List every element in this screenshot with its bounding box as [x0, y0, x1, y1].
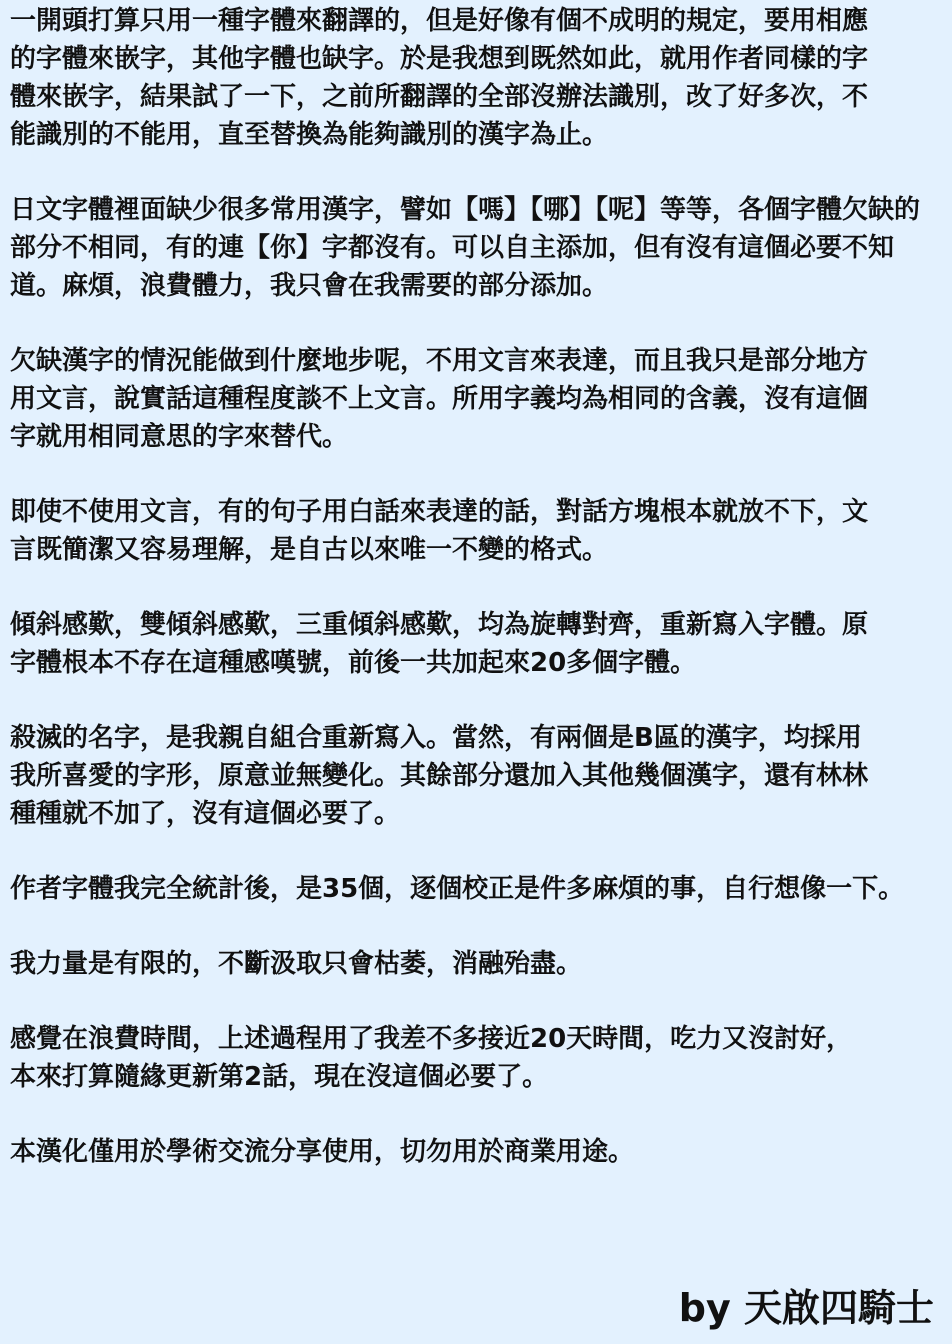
paragraph-time-spent — [10, 1020, 944, 1096]
paragraph-disclaimer — [10, 1133, 944, 1171]
text-line: 言既簡潔又容易理解，是自古以來唯一不變的格式。 — [10, 535, 609, 565]
text-line: 字體根本不存在這種感嘆號，前後一共加起來20多個字體。 — [10, 648, 697, 678]
text-line: 能識別的不能用，直至替換為能夠識別的漢字為止。 — [10, 120, 609, 150]
text-line: 本漢化僅用於學術交流分享使用，切勿用於商業用途。 — [10, 1137, 635, 1167]
text-line: 日文字體裡面缺少很多常用漢字，譬如【嗎】【哪】【呢】等等，各個字體欠缺的 — [10, 195, 921, 225]
text-line: 欠缺漢字的情況能做到什麼地步呢，不用文言來表達，而且我只是部分地方 — [10, 346, 869, 376]
paragraph-font-choice — [10, 0, 944, 154]
text-line: 傾斜感歎，雙傾斜感歎，三重傾斜感歎，均為旋轉對齊，重新寫入字體。原 — [10, 610, 869, 640]
paragraph-speech-bubbles — [10, 493, 944, 569]
text-line: 一開頭打算只用一種字體來翻譯的，但是好像有個不成明的規定，要用相應 — [10, 6, 869, 36]
text-line: 的字體來嵌字，其他字體也缺字。於是我想到既然如此，就用作者同樣的字 — [10, 44, 869, 74]
paragraph-missing-kanji — [10, 191, 944, 305]
text-line: 我力量是有限的，不斷汲取只會枯萎，消融殆盡。 — [10, 949, 583, 979]
text-line: 道。麻煩，浪費體力，我只會在我需要的部分添加。 — [10, 271, 609, 301]
paragraph-limits — [10, 945, 944, 983]
text-line: 我所喜愛的字形，原意並無變化。其餘部分還加入其他幾個漢字，還有林林 — [10, 761, 869, 791]
text-line: 用文言，說實話這種程度談不上文言。所用字義均為相同的含義，沒有這個 — [10, 384, 869, 414]
text-line: 種種就不加了，沒有這個必要了。 — [10, 799, 401, 829]
text-line: 感覺在浪費時間，上述過程用了我差不多接近20天時間，吃力又沒討好， — [10, 1024, 853, 1054]
text-line: 部分不相同，有的連【你】字都沒有。可以自主添加，但有沒有這個必要不知 — [10, 233, 895, 263]
text-line: 本來打算隨緣更新第2話，現在沒這個必要了。 — [10, 1062, 549, 1092]
text-line: 字就用相同意思的字來替代。 — [10, 422, 349, 452]
paragraph-names — [10, 719, 944, 833]
text-line: 作者字體我完全統計後，是35個，逐個校正是件多麻煩的事，自行想像一下。 — [10, 874, 905, 904]
translator-note — [10, 0, 944, 1208]
text-line: 體來嵌字，結果試了一下，之前所翻譯的全部沒辦法識別，改了好多次，不 — [10, 82, 869, 112]
signature: by 天啟四騎士 — [678, 1286, 934, 1330]
paragraph-author-fonts — [10, 870, 944, 908]
paragraph-exclamation-marks — [10, 606, 944, 682]
paragraph-classical-chinese — [10, 342, 944, 456]
text-line: 殺滅的名字，是我親自組合重新寫入。當然，有兩個是B區的漢字，均採用 — [10, 723, 862, 753]
text-line: 即使不使用文言，有的句子用白話來表達的話，對話方塊根本就放不下，文 — [10, 497, 869, 527]
